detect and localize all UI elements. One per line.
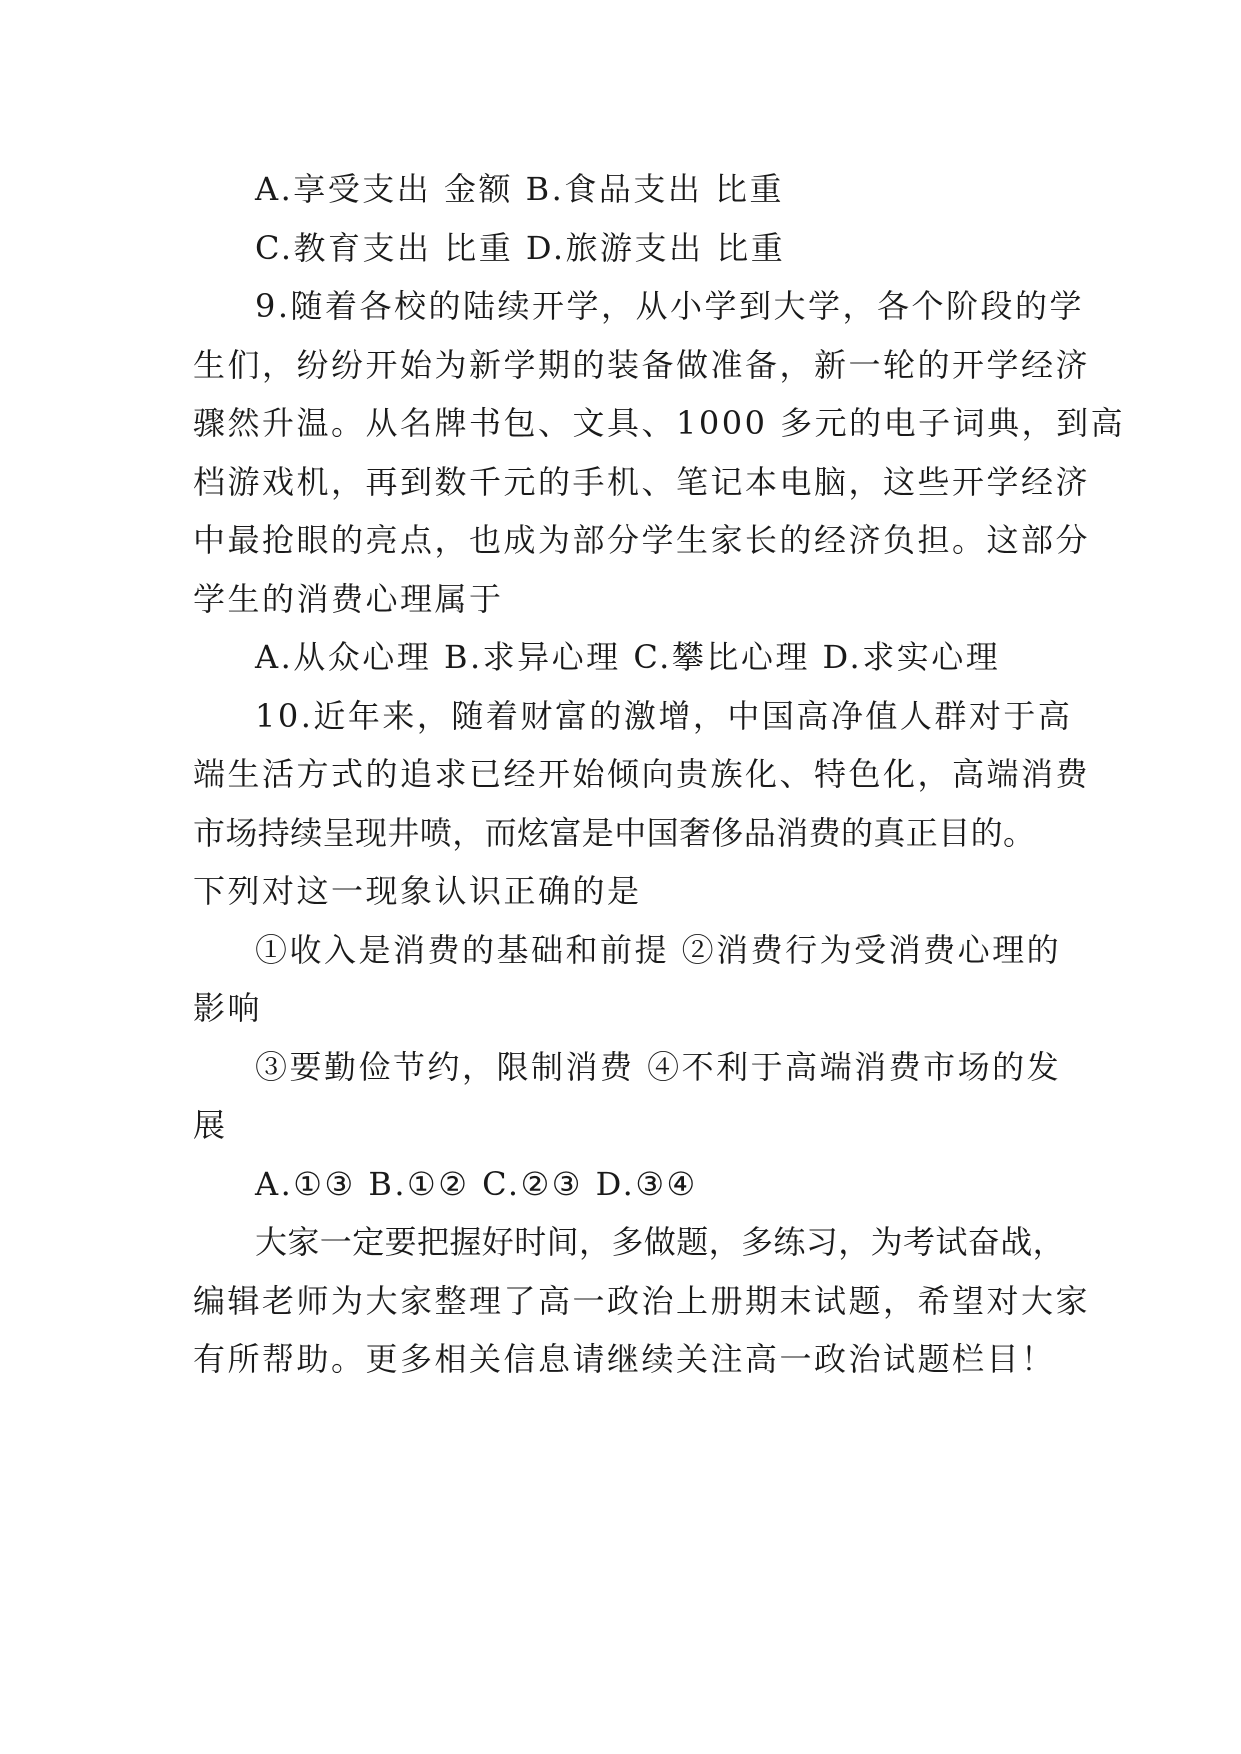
question-9-options: A.从众心理 B.求异心理 C.攀比心理 D.求实心理 [255, 638, 1001, 676]
question-10-options: A.①③ B.①② C.②③ D.③④ [255, 1164, 698, 1203]
question-10-statement-2-cont: 影响 [193, 989, 263, 1027]
closing-paragraph-line-2: 编辑老师为大家整理了高一政治上册期末试题，希望对大家 [193, 1281, 1091, 1320]
question-9-stem-line-2: 生们，纷纷开始为新学期的装备做准备，新一轮的开学经济 [193, 345, 1091, 384]
question-9-stem-line-3: 骤然升温。从名牌书包、文具、1000 多元的电子词典，到高 [193, 404, 1126, 442]
closing-paragraph-line-3: 有所帮助。更多相关信息请继续关注高一政治试题栏目！ [193, 1340, 1056, 1378]
question-10-statement-3-4: ③要勤俭节约，限制消费 ④不利于高端消费市场的发 [255, 1047, 1062, 1086]
question-9-stem-line-6: 学生的消费心理属于 [193, 579, 504, 618]
question-10-statement-1-2: ①收入是消费的基础和前提 ②消费行为受消费心理的 [255, 930, 1062, 969]
document-page [193, 160, 1126, 1389]
question-8-options-ab: A.享受支出 金额 B.食品支出 比重 [255, 170, 784, 208]
question-8-options-cd: C.教育支出 比重 D.旅游支出 比重 [255, 228, 786, 267]
question-10-stem-line-1: 10.近年来，随着财富的激增，中国高净值人群对于高 [255, 696, 1073, 735]
question-9-stem-line-5: 中最抢眼的亮点，也成为部分学生家长的经济负担。这部分 [193, 521, 1091, 559]
question-9-stem-line-1: 9.随着各校的陆续开学，从小学到大学，各个阶段的学 [255, 287, 1085, 325]
question-10-stem-line-3: 市场持续呈现井喷，而炫富是中国奢侈品消费的真正目的。 [193, 813, 1036, 852]
question-10-statement-4-cont: 展 [193, 1106, 228, 1144]
question-10-stem-line-4: 下列对这一现象认识正确的是 [193, 872, 642, 910]
question-10-stem-line-2: 端生活方式的追求已经开始倾向贵族化、特色化，高端消费 [193, 755, 1091, 793]
question-9-stem-line-4: 档游戏机，再到数千元的手机、笔记本电脑，这些开学经济 [193, 462, 1091, 501]
closing-paragraph-line-1: 大家一定要把握好时间，多做题，多练习，为考试奋战， [255, 1223, 1066, 1261]
